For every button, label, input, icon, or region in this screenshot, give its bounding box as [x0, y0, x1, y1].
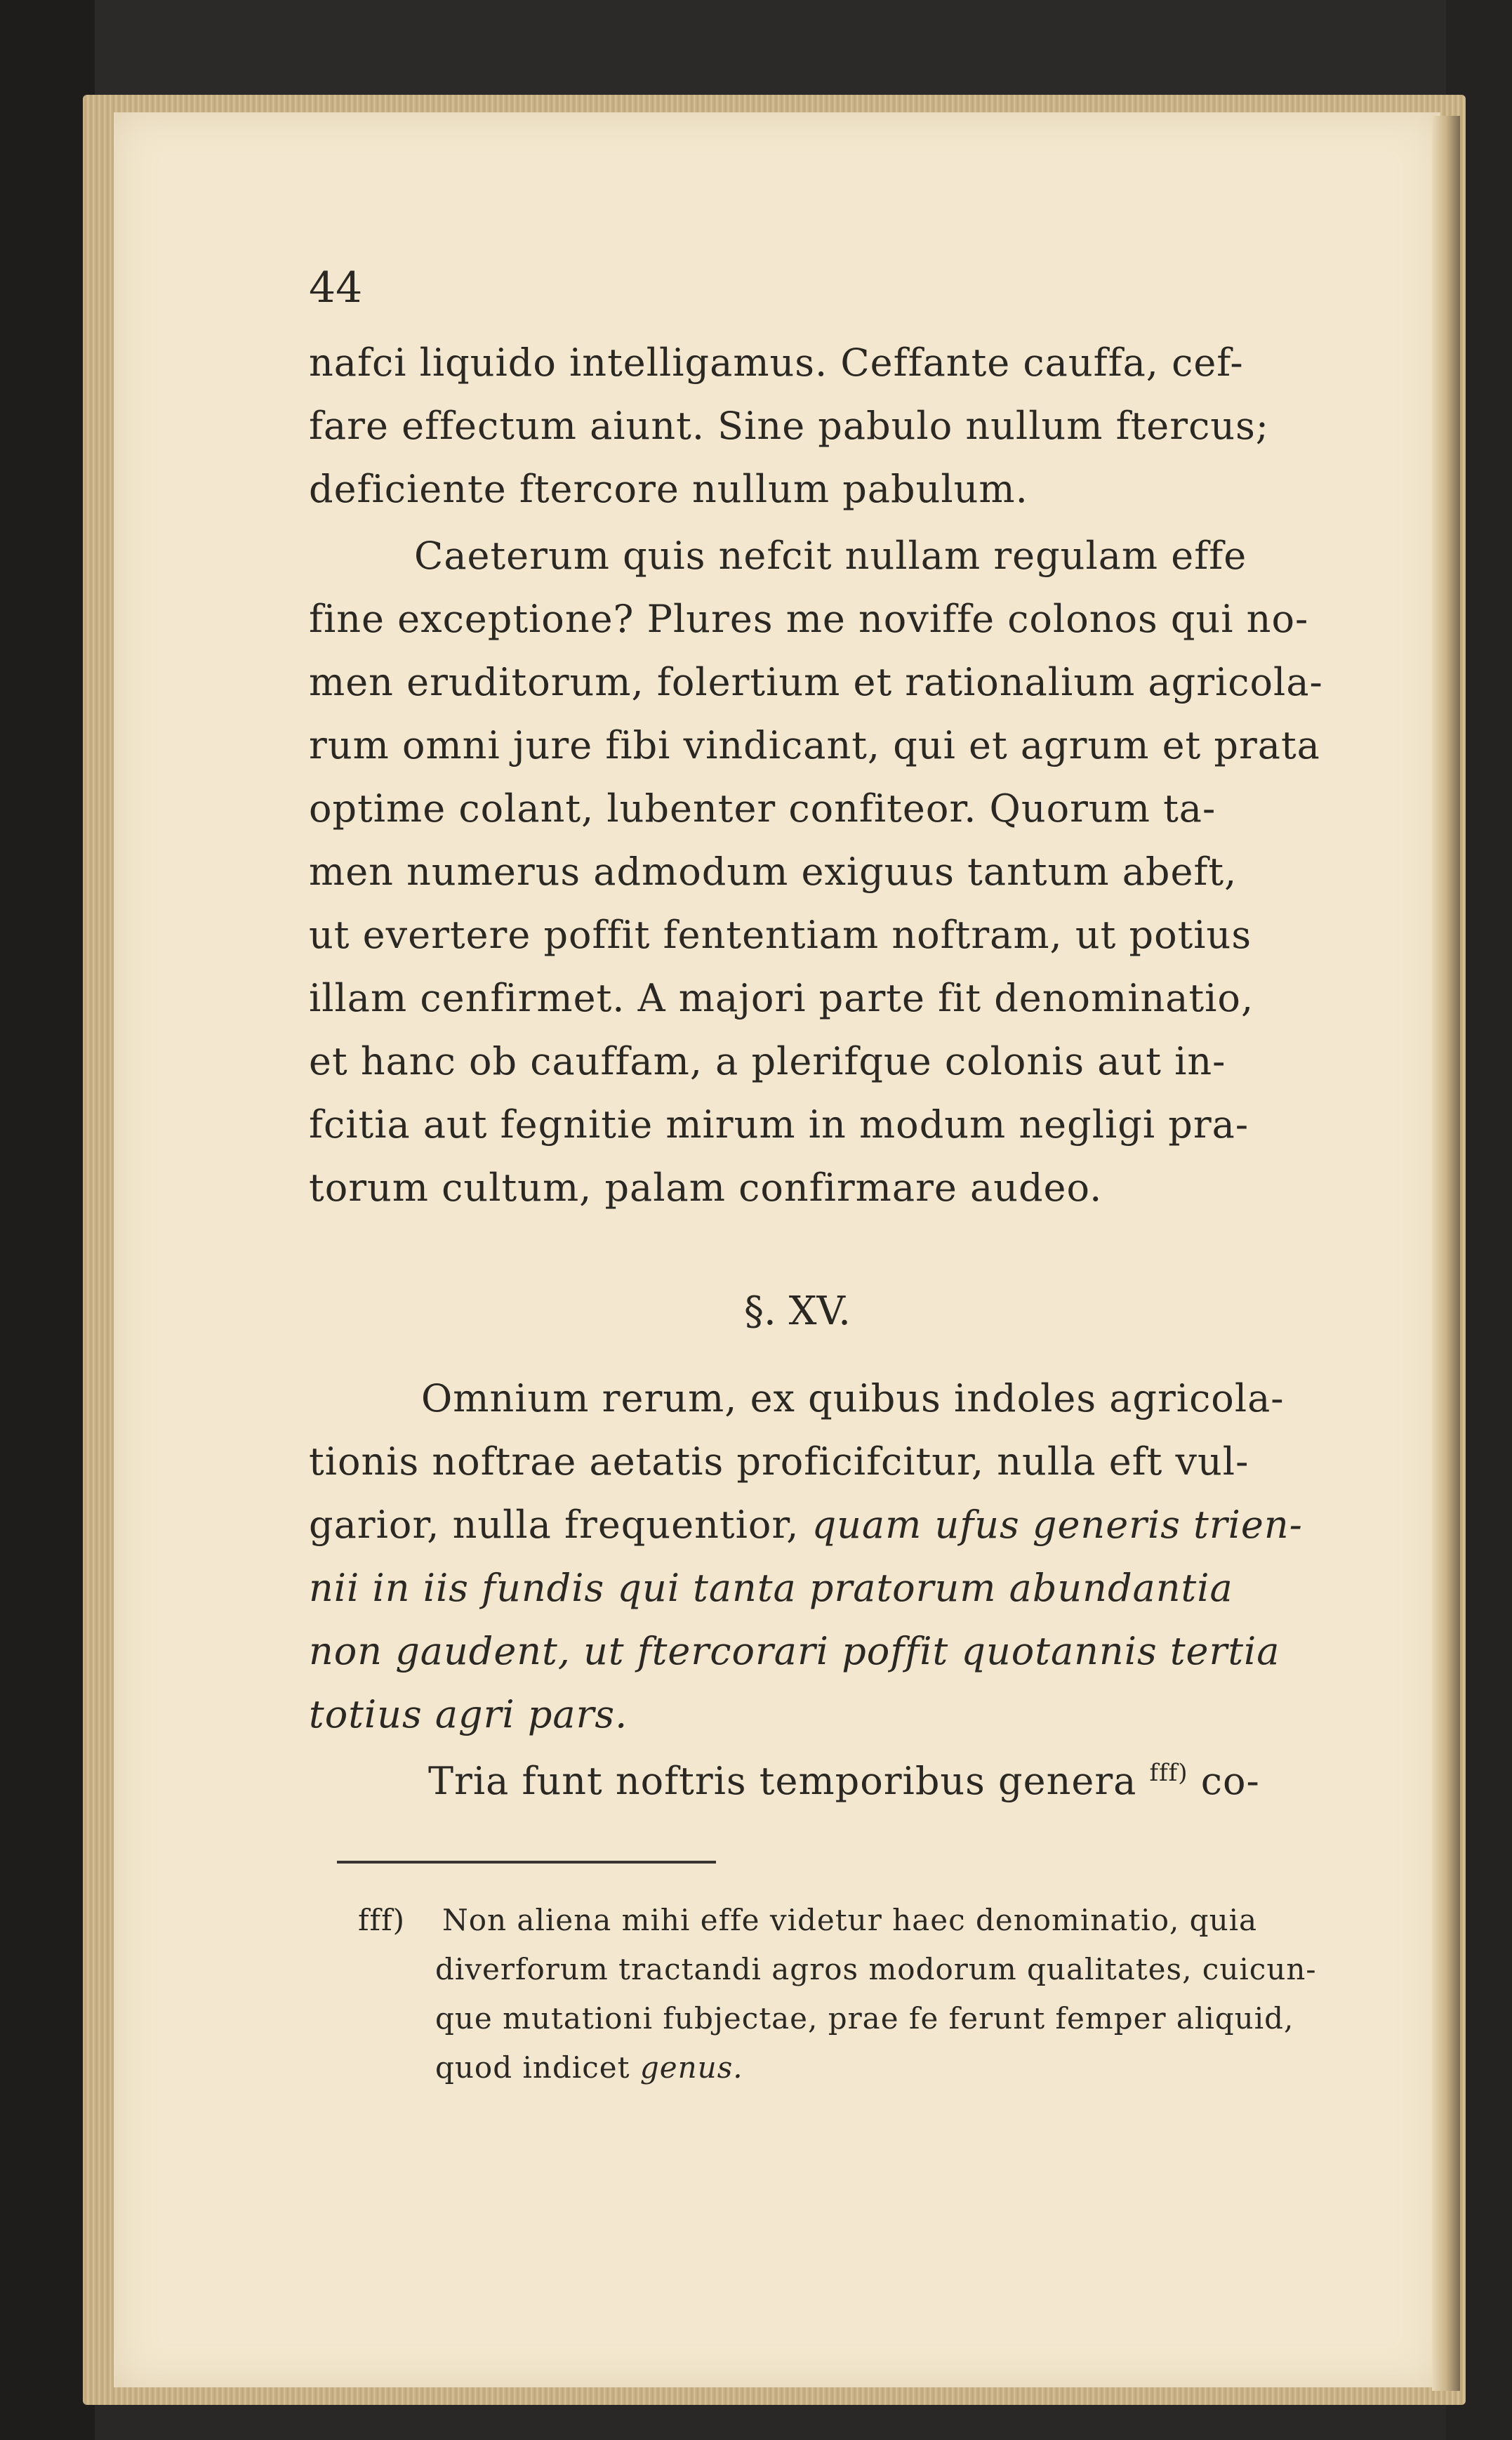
footnote-line: diverforum tractandi agros modorum qualitates, cuicun-: [435, 1952, 1317, 1986]
body-line: Caeterum quis nefcit nullam regulam effe: [414, 534, 1247, 578]
body-line: torum cultum, palam confirmare audeo.: [309, 1166, 1103, 1210]
section-text: co-: [1188, 1759, 1260, 1803]
footnote-rule: [337, 1861, 716, 1864]
section-line: tionis noftrae aetatis proficifcitur, nulla eft vul-: [309, 1439, 1249, 1484]
section-line: nii in iis fundis qui tanta pratorum abundantia: [309, 1566, 1233, 1610]
footnote-text: quod indicet: [435, 2050, 640, 2085]
body-line: fine exceptione? Plures me noviffe colonos qui no-: [309, 597, 1309, 641]
section-line: non gaudent, ut ftercorari poffit quotannis tertia: [309, 1629, 1280, 1673]
body-line: men numerus admodum exiguus tantum abeft,: [309, 850, 1238, 894]
body-line: rum omni jure fibi vindicant, qui et agrum et prata: [309, 723, 1320, 767]
background-left: [0, 0, 95, 2440]
section-line: Omnium rerum, ex quibus indoles agricola-: [421, 1376, 1285, 1420]
footnote-line: que mutationi fubjectae, prae fe ferunt femper aliquid,: [435, 2001, 1294, 2036]
footnote-italic-text: genus.: [639, 2050, 743, 2085]
body-line: fcitia aut fegnitie mirum in modum negligi pra-: [309, 1102, 1249, 1147]
page-gutter: [1432, 116, 1460, 2391]
footnote-marker: fff): [358, 1903, 406, 1937]
section-line: [428, 1759, 1260, 1803]
section-text: garior, nulla frequentior,: [309, 1503, 812, 1547]
body-line: fare effectum aiunt. Sine pabulo nullum ftercus;: [309, 404, 1269, 448]
book-page: [114, 112, 1440, 2387]
section-heading: §. XV.: [744, 1288, 851, 1334]
body-line: nafci liquido intelligamus. Ceffante cauffa, cef-: [309, 341, 1244, 385]
section-line: [309, 1503, 1303, 1547]
section-text: Tria funt noftris temporibus genera: [428, 1759, 1150, 1803]
page-number: 44: [309, 263, 363, 312]
footnote-line: [435, 2050, 743, 2085]
body-line: men eruditorum, folertium et rationalium agricola-: [309, 660, 1323, 704]
body-line: deficiente ftercore nullum pabulum.: [309, 467, 1028, 511]
footnote-reference: fff): [1149, 1759, 1188, 1787]
body-line: ut evertere poffit fententiam noftram, ut potius: [309, 913, 1252, 957]
section-line: totius agri pars.: [309, 1692, 628, 1736]
section-italic-text: quam ufus generis trien-: [811, 1503, 1303, 1547]
footnote-line: Non aliena mihi effe videtur haec denominatio, quia: [442, 1903, 1258, 1937]
body-line: illam cenfirmet. A majori parte fit denominatio,: [309, 976, 1254, 1020]
body-line: optime colant, lubenter confiteor. Quorum ta-: [309, 786, 1216, 831]
body-line: et hanc ob cauffam, a plerifque colonis aut in-: [309, 1039, 1226, 1083]
